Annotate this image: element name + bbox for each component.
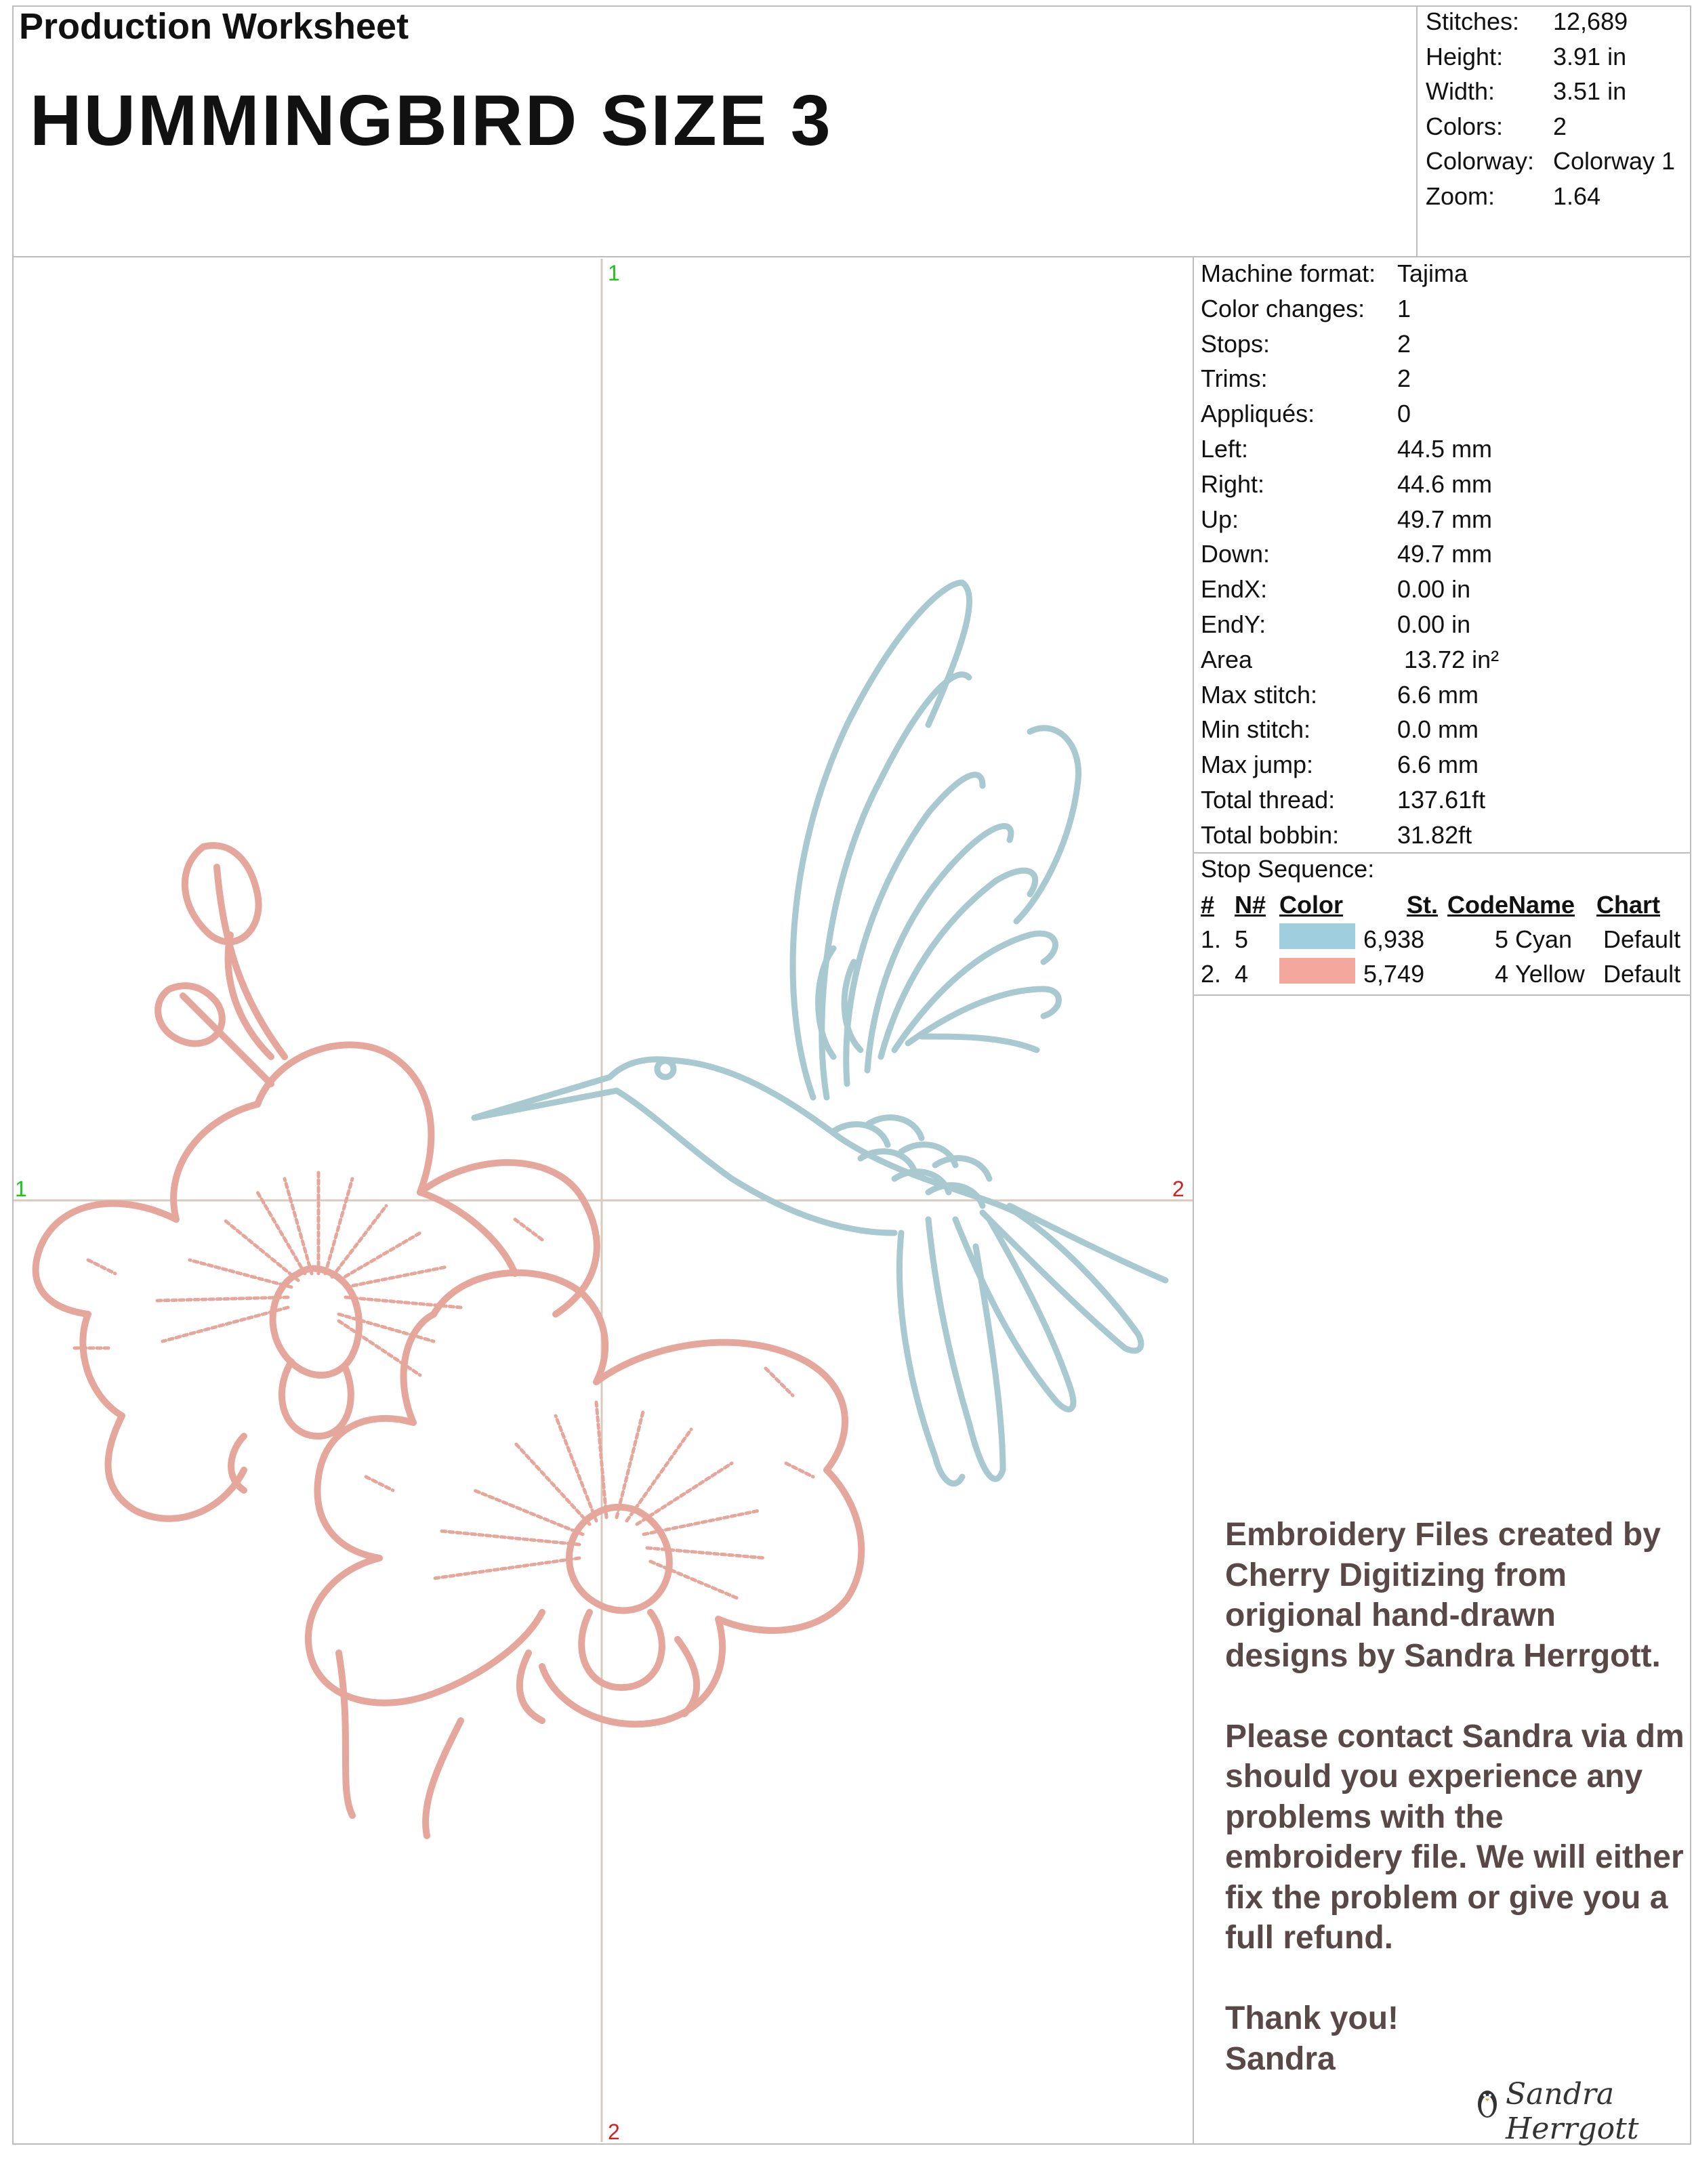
stat-label: Stops: (1201, 329, 1270, 358)
stat-row (1201, 712, 1499, 747)
stat-row (1201, 537, 1499, 572)
stat-label: EndX: (1201, 575, 1268, 604)
row-stitches: 5,749 (1363, 959, 1425, 988)
stop-sequence-header-row (1201, 887, 1691, 922)
color-swatch (1279, 923, 1363, 955)
summary-row-height (1426, 39, 1675, 75)
col-header-stitches: St. (1406, 890, 1438, 919)
summary-value: Colorway 1 (1553, 147, 1676, 175)
stat-value: 49.7 mm (1397, 540, 1493, 568)
summary-row-width (1426, 74, 1675, 109)
row-number: 1. (1201, 925, 1222, 953)
notes-thanks: Thank you! (1225, 2000, 1399, 2036)
stat-row (1201, 572, 1499, 607)
col-header-chart: Chart (1596, 890, 1661, 919)
axis-label-bottom: 2 (608, 2120, 620, 2143)
stat-label: Color changes: (1201, 294, 1365, 322)
summary-label: Colors: (1426, 112, 1504, 140)
stat-label: Total thread: (1201, 785, 1336, 814)
notes-contact: Please contact Sandra via dm should you experience any problems with the embroidery file. We will either fix the problem or give you a full refund. (1225, 1718, 1685, 1956)
stop-sequence-table (1201, 887, 1691, 991)
stat-label: Trims: (1201, 364, 1268, 393)
stat-label: Total bobbin: (1201, 820, 1340, 849)
stats-table (1201, 256, 1499, 853)
stop-sequence-row (1201, 922, 1691, 957)
col-header-color: Color (1279, 890, 1343, 919)
stat-value: 2 (1397, 364, 1411, 393)
stat-row (1201, 677, 1499, 713)
summary-label: Height: (1426, 42, 1504, 70)
stat-value: 0.00 in (1397, 575, 1471, 604)
stat-label: EndY: (1201, 610, 1266, 638)
stat-row (1201, 607, 1499, 642)
stat-label: Max jump: (1201, 751, 1314, 779)
stat-row (1201, 432, 1499, 467)
summary-row-zoom (1426, 179, 1675, 214)
notes-signoff (1225, 1998, 1686, 2079)
notes-credit: Embroidery Files created by Cherry Digitizing from origional hand-drawn designs by Sandra Herrgott. (1225, 1517, 1661, 1674)
summary-value: 1.64 (1553, 182, 1601, 210)
stat-row (1201, 642, 1499, 677)
stat-value: 44.6 mm (1397, 469, 1493, 498)
orchid-embroidery (36, 845, 862, 1836)
summary-row-stitches (1426, 4, 1675, 39)
document-title: Production Worksheet (19, 6, 409, 47)
stat-label: Area (1201, 645, 1253, 673)
summary-value: 3.51 in (1553, 77, 1627, 105)
stat-label: Up: (1201, 505, 1239, 533)
penguin-logo-icon (1474, 2084, 1500, 2119)
stat-row (1201, 818, 1499, 853)
stat-value: 13.72 in² (1397, 645, 1500, 673)
stat-row (1201, 361, 1499, 396)
row-code: 4 (1494, 959, 1508, 988)
stat-value: 0 (1397, 400, 1411, 428)
stat-value: 137.61ft (1397, 785, 1486, 814)
stat-label: Machine format: (1201, 259, 1376, 287)
stat-value: 6.6 mm (1397, 751, 1479, 779)
summary-row-colors (1426, 109, 1675, 144)
row-needle: 5 (1235, 925, 1249, 953)
stat-value: 6.6 mm (1397, 680, 1479, 709)
notes-block (1225, 1515, 1686, 2079)
summary-row-colorway (1426, 144, 1675, 179)
row-chart: Default (1603, 925, 1681, 953)
stop-sequence-row (1201, 957, 1691, 991)
stat-row (1201, 291, 1499, 327)
axis-label-left: 1 (15, 1177, 27, 1201)
stat-value: 31.82ft (1397, 820, 1472, 849)
stop-sequence-title: Stop Sequence: (1201, 855, 1375, 883)
summary-label: Colorway: (1426, 147, 1535, 175)
design-name: HUMMINGBIRD SIZE 3 (30, 81, 833, 161)
signature-logo: Sandra Herrgott (1506, 2077, 1639, 2146)
stat-value: 0.0 mm (1397, 715, 1479, 744)
stat-row (1201, 782, 1499, 818)
axis-label-right: 2 (1172, 1177, 1184, 1201)
summary-label: Zoom: (1426, 182, 1495, 210)
stat-label: Max stitch: (1201, 680, 1318, 709)
hummingbird-embroidery (474, 583, 1165, 1484)
stat-row (1201, 502, 1499, 537)
stat-row (1201, 467, 1499, 502)
axis-label-top: 1 (608, 261, 620, 285)
row-chart: Default (1603, 959, 1681, 988)
stat-value: 44.5 mm (1397, 434, 1493, 463)
stat-value: Tajima (1397, 259, 1468, 287)
row-code: 5 (1494, 925, 1508, 953)
stat-row (1201, 327, 1499, 362)
stat-label: Min stitch: (1201, 715, 1311, 744)
row-name: Cyan (1515, 925, 1573, 953)
summary-value: 12,689 (1553, 7, 1628, 35)
stat-value: 0.00 in (1397, 610, 1471, 638)
stat-value: 1 (1397, 294, 1411, 322)
summary-label: Width: (1426, 77, 1495, 105)
color-swatch (1279, 958, 1363, 990)
stat-value: 2 (1397, 329, 1411, 358)
row-stitches: 6,938 (1363, 925, 1425, 953)
stat-row (1201, 747, 1499, 782)
summary-value: 2 (1553, 112, 1567, 140)
summary-label: Stitches: (1426, 7, 1520, 35)
orchid-detail-stitches (75, 1172, 813, 1599)
row-name: Yellow (1515, 959, 1585, 988)
col-header-needle: N# (1235, 890, 1266, 919)
stat-row (1201, 396, 1499, 432)
col-header-name: Name (1508, 890, 1575, 919)
stat-label: Down: (1201, 540, 1270, 568)
summary-value: 3.91 in (1553, 42, 1627, 70)
stat-row (1201, 256, 1499, 291)
row-number: 2. (1201, 959, 1222, 988)
embroidery-preview (14, 257, 1193, 2143)
stat-label: Right: (1201, 469, 1265, 498)
col-header-number: # (1201, 890, 1215, 919)
notes-sender: Sandra (1225, 2040, 1336, 2077)
row-needle: 4 (1235, 959, 1249, 988)
stat-value: 49.7 mm (1397, 505, 1493, 533)
stat-label: Appliqués: (1201, 400, 1315, 428)
summary-table (1426, 4, 1675, 213)
col-header-code: Code (1447, 890, 1508, 919)
stat-label: Left: (1201, 434, 1249, 463)
